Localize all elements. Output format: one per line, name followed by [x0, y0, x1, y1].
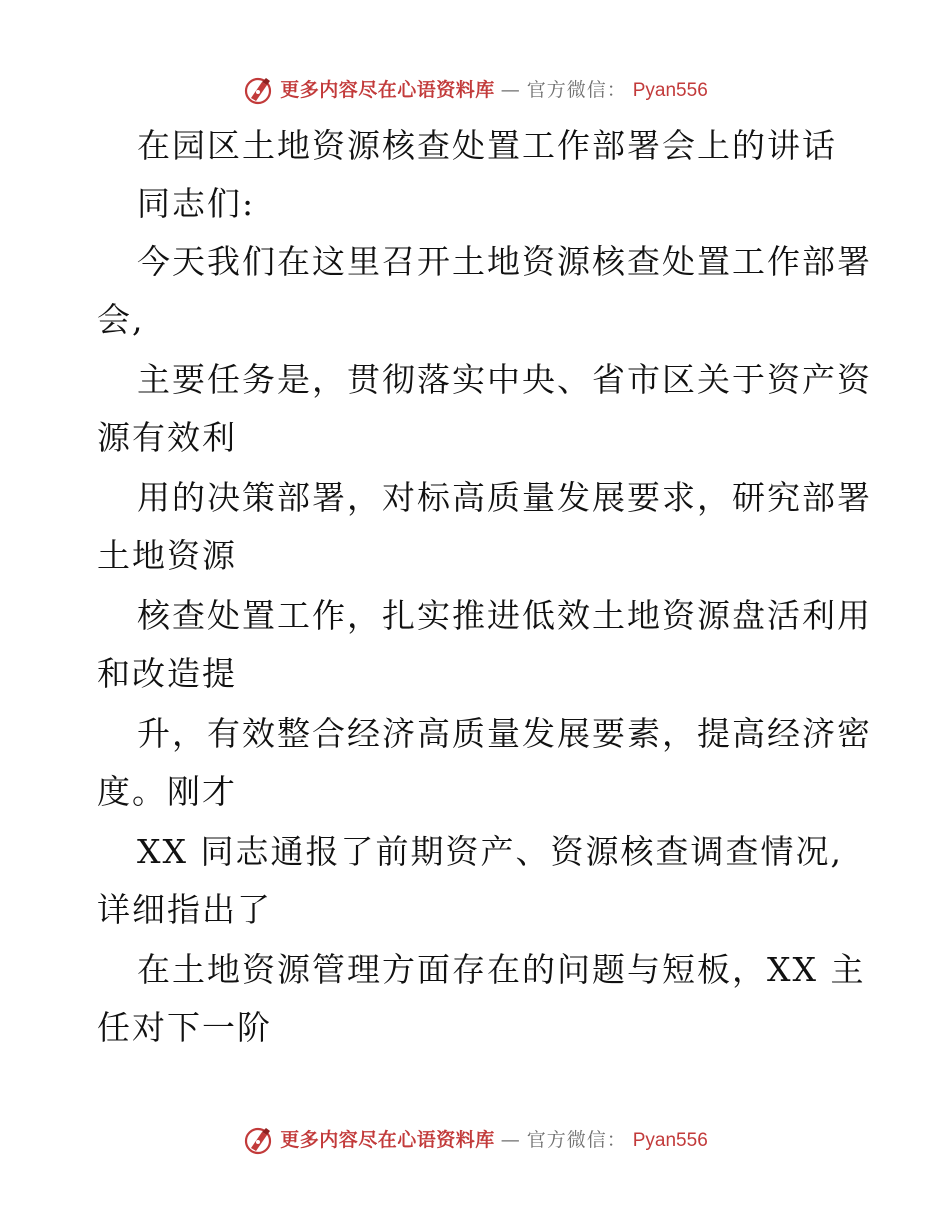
- paragraph-line-continued: 土地资源: [97, 536, 237, 575]
- header-banner: [0, 70, 950, 110]
- banner-label: 官方微信：: [526, 1128, 627, 1151]
- document-title: 在园区土地资源核查处置工作部署会上的讲话: [137, 126, 837, 165]
- paragraph-line: 核查处置工作，扎实推进低效土地资源盘活利用: [137, 596, 872, 635]
- paragraph-line: 今天我们在这里召开土地资源核查处置工作部署: [137, 242, 872, 281]
- paragraph-line: XX 同志通报了前期资产、资源核查调查情况,: [137, 832, 843, 871]
- paragraph-line-continued: 和改造提: [97, 654, 237, 693]
- banner-dash: —: [500, 78, 521, 101]
- paragraph-line-continued: 会,: [97, 300, 145, 339]
- footer-banner-content: [242, 1124, 708, 1156]
- paragraph-line: 主要任务是，贯彻落实中央、省市区关于资产资: [137, 360, 872, 399]
- salutation: 同志们:: [137, 184, 256, 223]
- banner-brand: 更多内容尽在心语资料库: [280, 78, 495, 101]
- banner-wechat-id: Pyan556: [632, 79, 708, 101]
- header-banner-content: [242, 74, 708, 106]
- paragraph-line-continued: 源有效利: [97, 418, 237, 457]
- paragraph-line-continued: 详细指出了: [97, 890, 272, 929]
- pen-nib-logo-icon: [242, 1124, 274, 1156]
- pen-nib-logo-icon: [242, 74, 274, 106]
- banner-label: 官方微信：: [526, 78, 627, 101]
- banner-dash: —: [500, 1128, 521, 1151]
- paragraph-line-continued: 任对下一阶: [97, 1008, 272, 1047]
- document-body: [97, 124, 872, 1066]
- paragraph-line: 在土地资源管理方面存在的问题与短板，XX 主: [137, 950, 866, 989]
- paragraph-line: 用的决策部署，对标高质量发展要求，研究部署: [137, 478, 872, 517]
- banner-brand: 更多内容尽在心语资料库: [280, 1128, 495, 1151]
- paragraph-line: 升，有效整合经济高质量发展要素，提高经济密: [137, 714, 872, 753]
- paragraph-line-continued: 度。刚才: [97, 772, 237, 811]
- footer-banner: [0, 1120, 950, 1160]
- banner-wechat-id: Pyan556: [632, 1129, 708, 1151]
